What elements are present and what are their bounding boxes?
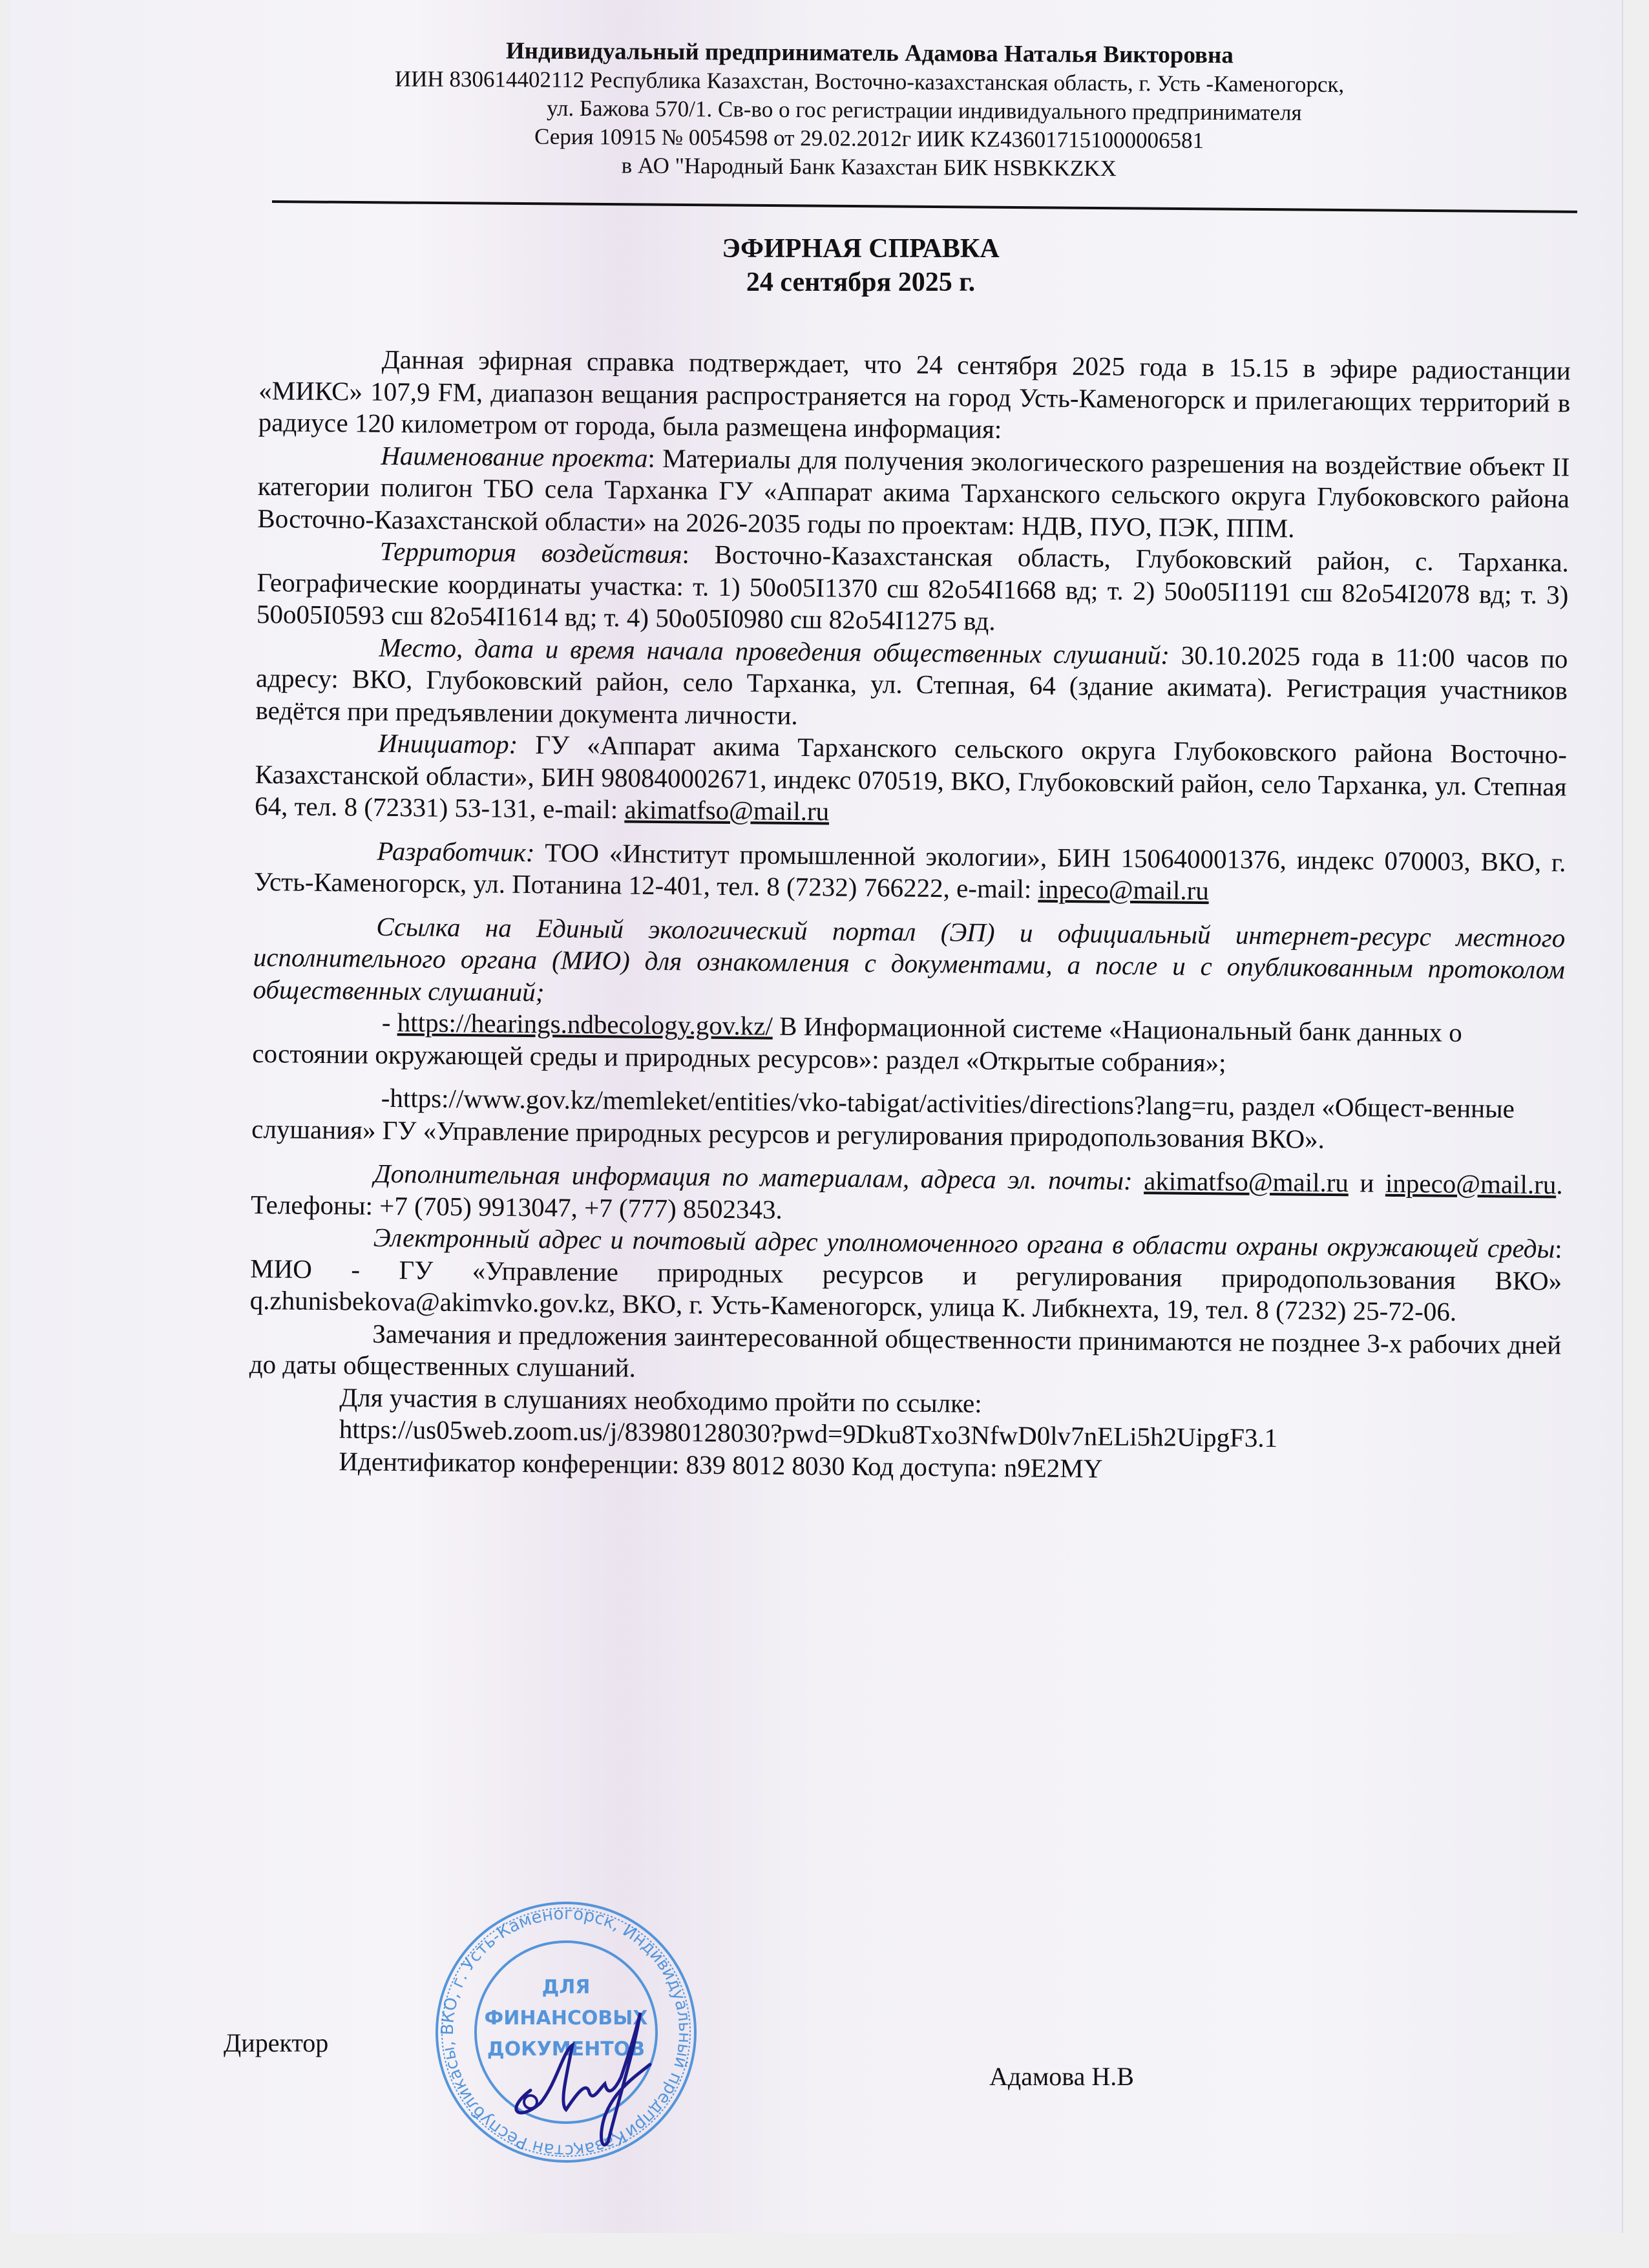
letterhead-divider [272,200,1577,213]
initiator-email-link[interactable]: akimatfso@mail.ru [624,794,830,826]
document-title: ЭФИРНАЯ СПРАВКА [722,234,1000,264]
portal-text: Ссылка на Единый экологический портал (ЭП) и официальный интернет-ресурс местного исполнительного органа (МИО) для ознакомления с документами, а после и с опубликованным протоколом общественных слушаний; [253,911,1566,1007]
developer-email-link[interactable]: inpeco@mail.ru [1038,874,1210,906]
portal-paragraph [253,909,1565,1018]
authority-label: Электронный адрес и почтовый адрес уполномоченного органа в области охраны окружающей среды [373,1222,1555,1264]
extra-phones: . Телефоны: +7 (705) 9913047, +7 (777) 8502343. [250,1170,1563,1224]
letterhead-address: ул. Бажова 570/1. Св-во о гос регистрации индивидуального предпринимателя [546,95,1302,125]
document-body [248,342,1571,1489]
link1-paragraph [252,1005,1564,1082]
letterhead-iin: ИИН 830614402112 Республика Казахстан, Восточно-казахстанская область, г. Усть -Каменогорск, [394,66,1345,98]
svg-text:Қазақстан Республикасы, ВКО, г [427,1896,705,2168]
letterhead-bank: в АО "Народный Банк Казахстан БИК HSBKKZKX [621,152,1117,182]
stamp-ring-text: Қазақстан Республикасы, ВКО, г. Усть-Каменогорск, Индивидуальный предприниматель [437,1904,695,2161]
link1-text: В Информационной системе «Национальный банк данных о состоянии окружающей среды и природных ресурсов»: раздел «Открытые собрания»; [252,1011,1463,1077]
territory-label: Территория воздействия [379,536,682,569]
territory-paragraph [257,534,1569,643]
developer-paragraph [254,834,1566,910]
authority-paragraph [250,1221,1562,1329]
link2-paragraph [251,1081,1564,1157]
stamp-center-line1: ДЛЯ [541,1976,591,1999]
extra-info-label: Дополнительная информация по материалам, адреса эл. почты: [373,1158,1133,1196]
extra-email1-link[interactable]: akimatfso@mail.ru [1143,1166,1349,1198]
project-label: Наименование проекта [381,440,648,473]
initiator-paragraph [255,726,1567,835]
initiator-label: Инициатор: [377,728,518,759]
document-page [10,0,1623,2233]
developer-label: Разработчик: [377,835,535,867]
project-paragraph [257,438,1570,547]
initiator-text: ГУ «Аппарат акима Тарханского сельского округа Глубоковского района Восточно-Казахстанской области», БИН 980840002671, индекс 070519, ВКО, Глубоковский район, село Тарханка, ул. Степная 64, тел. 8 (72331) 53-131, e-mail: [254,729,1568,824]
authority-text: : МИО - ГУ «Управление природных ресурсов и регулирования природопользования ВКО» q.zhunisbekova@akimvko.gov.kz, ВКО, г. Усть-Каменогорск, улица К. Либкнехта, 19, тел. 8 (7232) 25-72-06. [249,1234,1562,1327]
link1-prefix: - [381,1007,398,1038]
extra-email2-link[interactable]: inpeco@mail.ru [1385,1168,1557,1200]
link2-text: , раздел «Общест-венные слушания» ГУ «Управление природных ресурсов и регулирования природопользования ВКО». [251,1091,1515,1154]
document-date: 24 сентября 2025 г. [746,268,976,297]
place-label: Место, дата и время начала проведения общественных слушаний: [379,632,1170,670]
project-text: : Материалы для получения экологического разрешения на воздействие объект II категории полигон ТБО села Тарханка ГУ «Аппарат акима Тарханского сельского округа Глубоковского района Восточно-Казахстанской области» на 2026-2035 годы по проектам: НДВ, ПУО, ПЭК, ППМ. [257,443,1570,543]
stamp-center-line3: ДОКУМЕНТОВ [487,2038,646,2061]
letterhead-registration: Серия 10915 № 0054598 от 29.02.2012г ИИК KZ436017151000006581 [534,123,1204,153]
signatory-position: Директор [224,2028,329,2057]
stamp-graphic [427,1896,705,2168]
company-stamp [427,1896,705,2168]
letterhead [255,36,1484,185]
letterhead-name: Индивидуальный предприниматель Адамова Наталья Викторовна [505,37,1234,69]
hearings-portal-link[interactable]: https://hearings.ndbecology.gov.kz/ [397,1007,773,1041]
remarks-paragraph: Замечания и предложения заинтересованной общественности принимаются не позднее 3-х рабочих дней до даты общественных слушаний. [249,1318,1562,1383]
territory-text: : Восточно-Казахстанская область, Глубоковский район, с. Тарханка. Географические координаты участка: т. 1) 50o05I1370 сш 82o54I1668 вд; т. 2) 50o05I1191 сш 82o54I2078 вд; т. 3) 50o05I0593 сш 82o54I1614 вд; т. 4) 50o05I0980 сш 82o54I1275 вд. [256,539,1570,636]
stamp-outer-ring [427,1896,705,2168]
intro-paragraph: Данная эфирная справка подтверждает, что 24 сентября 2025 года в 15.15 в эфире радиостанции «МИКС» 107,9 FM, диапазон вещания распространяется на город Усть-Каменогорск и прилегающих территорий в радиусе 120 километром от города, была размещена информация: [258,344,1571,445]
signatory-name: Адамова Н.В [989,2062,1134,2091]
place-paragraph [255,630,1568,739]
stamp-center-line2: ФИНАНСОВЫХ [484,2007,648,2030]
zoom-link[interactable]: https://us05web.zoom.us/j/83980128030?pwd=9Dku8Txo3NfwD0lv7nELi5h2UipgF3.1 [339,1414,1278,1453]
extra-info-paragraph [251,1157,1563,1233]
developer-text: ТОО «Институт промышленной экологии», БИН 150640001376, индекс 070003, ВКО, г. Усть-Каменогорск, ул. Потанина 12-401, тел. 8 (7232) 766222, e-mail: [253,837,1566,904]
extra-and: и [1348,1168,1386,1198]
place-text: 30.10.2025 года в 11:00 часов по адресу: ВКО, Глубоковский район, село Тарханка, ул. Степная, 64 (здание акимата). Регистрация участников ведётся при предъявлении документа личности. [255,640,1568,730]
gov-kz-link[interactable]: -https://www.gov.kz/memleket/entities/vko-tabigat/activities/directions?lang=ru [381,1082,1229,1121]
conference-id: Идентификатор конференции: 839 8012 8030 Код доступа: n9E2MY [339,1445,1103,1484]
participation-text: Для участия в слушаниях необходимо пройти по ссылке: [339,1381,982,1418]
